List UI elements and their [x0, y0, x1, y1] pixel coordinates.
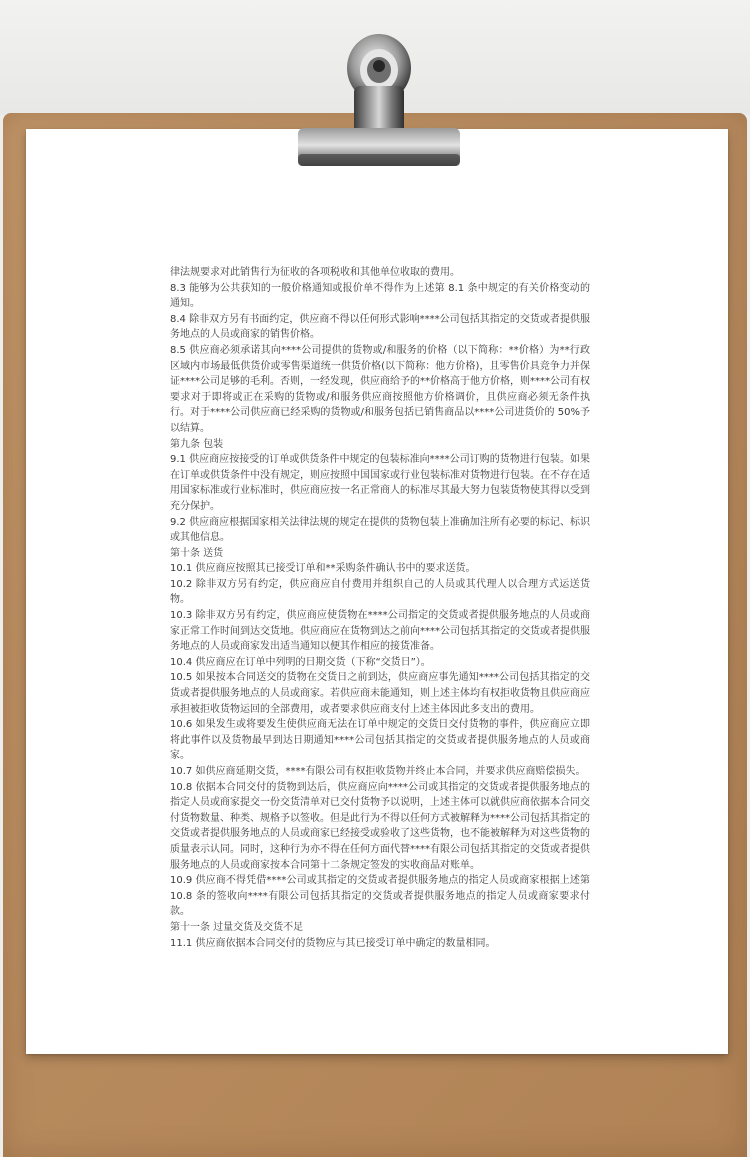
- clause-10-7: 10.7 如供应商延期交货，****有限公司有权拒收货物并终止本合同，并要求供应商赔偿损失。: [170, 766, 586, 777]
- clause-8-4: 8.4 除非双方另有书面约定，供应商不得以任何形式影响****公司包括其指定的交货或者提供服务地点的人员或商家的销售价格。: [170, 313, 590, 341]
- clause-10-5: 10.5 如果按本合同送交的货物在交货日之前到达，供应商应事先通知****公司包括其指定的交货或者提供服务地点的人员或商家。若供应商未能通知，则上述主体均有权拒收货物且供应商应承担被拒收货物运回的全部费用，或者要求供应商支付上述主体因此多支出的费用。: [170, 672, 590, 715]
- article-9-heading: 第九条 包装: [170, 438, 224, 450]
- clause-8-5: 8.5 供应商必须承诺其向****公司提供的货物或/和服务的价格（以下简称：**价格）为**行政区域内市场最低供货价或零售渠道统一供货价格(以下简称：他方价格)，且零售价具竞争力并保证****公司足够的毛利。否则，一经发现，供应商给予的**价格高于他方价格，则****公司有权要求对于即将或正在采购的货物或/和服务供应商按照他方价格调价，且供应商必须无条件执行。对于****公司供应商已经采购的货物或/和服务包括已销售商品以****公司进货价的 50%予以结算。: [170, 344, 590, 434]
- clause-8-3: 8.3 能够为公共获知的一般价格通知或报价单不得作为上述第 8.1 条中规定的有关价格变动的通知。: [170, 282, 590, 310]
- text-line: 律法规要求对此销售行为征收的各项税收和其他单位收取的费用。: [170, 267, 460, 278]
- clause-9-2: 9.2 供应商应根据国家相关法律法规的规定在提供的货物包装上准确加注所有必要的标记、标识或其他信息。: [170, 516, 590, 544]
- clause-10-9: 10.9 供应商不得凭借****公司或其指定的交货或者提供服务地点的指定人员或商家根据上述第 10.8 条的签收向****有限公司包括其指定的交货或者提供服务地点的指定人员或商家要求付款。: [170, 875, 590, 918]
- clause-10-1: 10.1 供应商应按照其已接受订单和**采购条件确认书中的要求送货。: [170, 563, 476, 575]
- clause-10-4: 10.4 供应商应在订单中列明的日期交货（下称“交货日”）。: [170, 656, 431, 668]
- article-10-heading: 第十条 送货: [170, 547, 224, 559]
- binder-clip: [296, 20, 462, 172]
- contract-text: [170, 265, 590, 951]
- article-11-heading: 第十一条 过量交货及交货不足: [170, 921, 304, 933]
- clause-10-2: 10.2 除非双方另有约定，供应商应自付费用并组织自己的人员或其代理人以合理方式运送货物。: [170, 578, 590, 606]
- clause-11-1: 11.1 供应商依据本合同交付的货物应与其已接受订单中确定的数量相同。: [170, 937, 496, 949]
- clause-10-8: 10.8 依据本合同交付的货物到达后，供应商应向****公司或其指定的交货或者提供服务地点的指定人员或商家提交一份交货清单对已交付货物予以说明，上述主体可以就供应商依据本合同交付货物数量、种类、规格予以签收。但是此行为不得以任何方式被解释为****公司包括其指定的交货或者提供服务地点的人员或商家已经接受或验收了这些货物，也不能被解释为对这些货物的质量表示认同。同时，这种行为亦不得在任何方面代替****有限公司包括其指定的交货或者提供服务地点的人员或商家按本合同第十二条规定签发的实收商品对账单。: [170, 781, 590, 871]
- clause-10-6: 10.6 如果发生或将要发生使供应商无法在订单中规定的交货日交付货物的事件，供应商应立即将此事件以及货物最早到达日期通知****公司包括其指定的交货或者提供服务地点的人员或商家。: [170, 719, 590, 762]
- clause-9-1: 9.1 供应商应按接受的订单或供货条件中规定的包装标准向****公司订购的货物进行包装。如果在订单或供货条件中没有规定，则应按照中国国家或行业包装标准对货物进行包装。在不存在适用国家标准或行业标准时，供应商应按一名正常商人的标准尽其最大努力包装货物使其得以受到充分保护。: [170, 454, 590, 512]
- clause-10-3: 10.3 除非双方另有约定，供应商应使货物在****公司指定的交货或者提供服务地点的人员或商家正常工作时间到达交货地。供应商应在货物到达之前向****公司包括其指定的交货或者提供服务地点的人员或商家发出适当通知以便其作相应的接货准备。: [170, 610, 590, 653]
